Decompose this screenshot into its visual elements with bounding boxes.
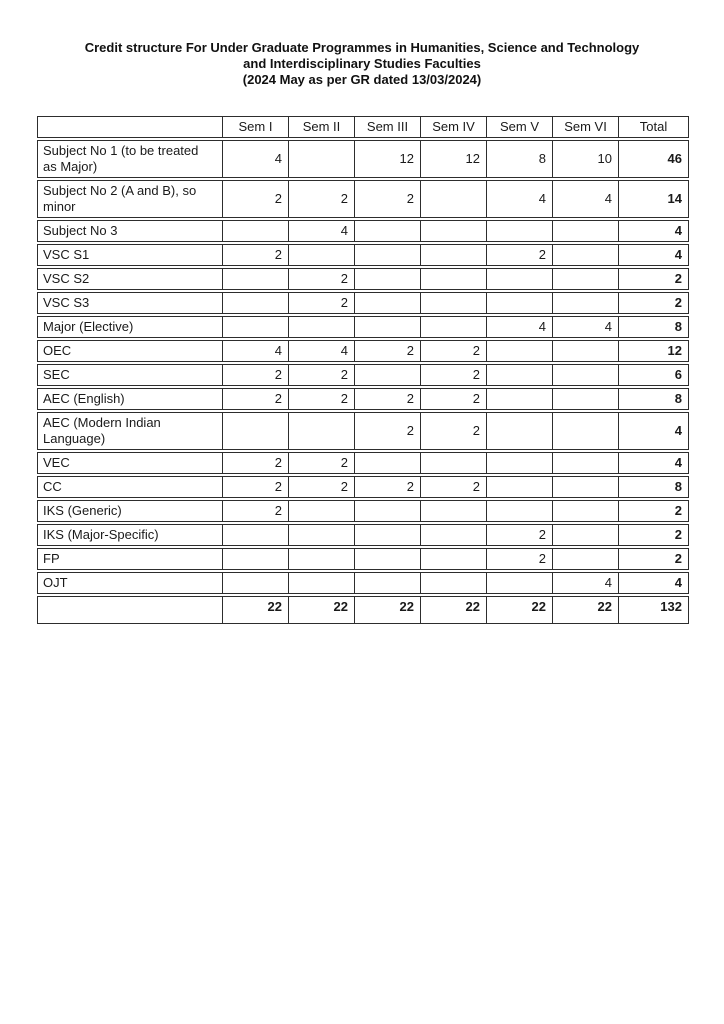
row-total: 2: [619, 268, 689, 290]
row-total: 46: [619, 140, 689, 178]
credit-cell-sem-5: [487, 500, 553, 522]
table-row: [37, 180, 689, 218]
footer-total-sem-4: 22: [421, 596, 487, 624]
credit-cell-sem-2: 4: [289, 340, 355, 362]
credit-cell-sem-3: 2: [355, 180, 421, 218]
table-row: [37, 572, 689, 594]
row-label: IKS (Major-Specific): [37, 524, 223, 546]
row-label: Subject No 3: [37, 220, 223, 242]
credit-cell-sem-3: 12: [355, 140, 421, 178]
credit-cell-sem-1: [223, 412, 289, 450]
table-row: [37, 476, 689, 498]
credit-cell-sem-6: 4: [553, 180, 619, 218]
credit-cell-sem-1: [223, 220, 289, 242]
row-label: Subject No 2 (A and B), so minor: [37, 180, 223, 218]
credit-cell-sem-1: 2: [223, 476, 289, 498]
credit-cell-sem-4: 12: [421, 140, 487, 178]
table-header-row: [37, 116, 689, 138]
credit-cell-sem-6: [553, 364, 619, 386]
credit-cell-sem-1: 2: [223, 364, 289, 386]
credit-cell-sem-5: 4: [487, 180, 553, 218]
credit-cell-sem-1: [223, 524, 289, 546]
credit-cell-sem-5: [487, 364, 553, 386]
table-row: [37, 412, 689, 450]
credit-cell-sem-4: [421, 524, 487, 546]
table-row: [37, 244, 689, 266]
credit-cell-sem-5: [487, 452, 553, 474]
row-label: OEC: [37, 340, 223, 362]
credit-cell-sem-4: [421, 452, 487, 474]
row-total: 2: [619, 524, 689, 546]
credit-cell-sem-4: 2: [421, 476, 487, 498]
column-header-sem-6: Sem VI: [553, 116, 619, 138]
footer-total-sem-6: 22: [553, 596, 619, 624]
credit-cell-sem-4: 2: [421, 340, 487, 362]
table-row: [37, 292, 689, 314]
credit-cell-sem-4: 2: [421, 412, 487, 450]
credit-cell-sem-5: 2: [487, 548, 553, 570]
credit-cell-sem-4: [421, 180, 487, 218]
credit-cell-sem-3: [355, 364, 421, 386]
table-row: [37, 316, 689, 338]
credit-cell-sem-6: [553, 500, 619, 522]
credit-cell-sem-2: 2: [289, 364, 355, 386]
credit-cell-sem-2: 4: [289, 220, 355, 242]
row-total: 8: [619, 316, 689, 338]
credit-cell-sem-3: [355, 500, 421, 522]
credit-cell-sem-1: [223, 548, 289, 570]
credit-cell-sem-4: [421, 316, 487, 338]
credit-cell-sem-2: [289, 316, 355, 338]
table-row: [37, 140, 689, 178]
column-header-sem-5: Sem V: [487, 116, 553, 138]
credit-cell-sem-2: [289, 140, 355, 178]
credit-cell-sem-3: [355, 572, 421, 594]
row-label: VSC S2: [37, 268, 223, 290]
row-total: 4: [619, 220, 689, 242]
credit-cell-sem-1: [223, 572, 289, 594]
row-total: 4: [619, 244, 689, 266]
footer-total-sem-2: 22: [289, 596, 355, 624]
title-line-3: (2024 May as per GR dated 13/03/2024): [242, 72, 482, 87]
credit-structure-table: [37, 114, 689, 626]
table-row: [37, 452, 689, 474]
credit-cell-sem-5: 4: [487, 316, 553, 338]
column-header-blank: [37, 116, 223, 138]
row-label: VEC: [37, 452, 223, 474]
table-row: [37, 524, 689, 546]
credit-cell-sem-5: 8: [487, 140, 553, 178]
credit-cell-sem-2: [289, 244, 355, 266]
footer-blank-cell: [37, 596, 223, 624]
credit-cell-sem-1: 2: [223, 180, 289, 218]
credit-cell-sem-1: 4: [223, 140, 289, 178]
grand-total-cell: 132: [619, 596, 689, 624]
row-label: AEC (English): [37, 388, 223, 410]
credit-cell-sem-3: 2: [355, 476, 421, 498]
footer-total-sem-1: 22: [223, 596, 289, 624]
row-label: SEC: [37, 364, 223, 386]
credit-cell-sem-3: 2: [355, 412, 421, 450]
credit-cell-sem-5: [487, 388, 553, 410]
credit-cell-sem-4: [421, 244, 487, 266]
credit-cell-sem-2: [289, 500, 355, 522]
credit-cell-sem-3: [355, 316, 421, 338]
credit-cell-sem-5: [487, 572, 553, 594]
credit-cell-sem-2: 2: [289, 452, 355, 474]
credit-cell-sem-4: [421, 500, 487, 522]
credit-cell-sem-3: [355, 220, 421, 242]
credit-cell-sem-5: [487, 412, 553, 450]
footer-total-sem-5: 22: [487, 596, 553, 624]
credit-cell-sem-3: [355, 268, 421, 290]
credit-cell-sem-5: [487, 220, 553, 242]
credit-cell-sem-6: [553, 292, 619, 314]
footer-total-sem-3: 22: [355, 596, 421, 624]
row-total: 4: [619, 412, 689, 450]
row-label: Subject No 1 (to be treated as Major): [37, 140, 223, 178]
credit-cell-sem-2: [289, 524, 355, 546]
row-total: 12: [619, 340, 689, 362]
credit-cell-sem-6: 10: [553, 140, 619, 178]
credit-cell-sem-6: [553, 412, 619, 450]
row-total: 14: [619, 180, 689, 218]
credit-cell-sem-4: [421, 548, 487, 570]
row-label: VSC S1: [37, 244, 223, 266]
row-label: VSC S3: [37, 292, 223, 314]
credit-cell-sem-4: [421, 572, 487, 594]
credit-cell-sem-1: 2: [223, 388, 289, 410]
credit-cell-sem-2: 2: [289, 476, 355, 498]
table-row: [37, 388, 689, 410]
credit-cell-sem-2: [289, 572, 355, 594]
row-label: CC: [37, 476, 223, 498]
table-row: [37, 220, 689, 242]
table-row: [37, 548, 689, 570]
table-footer-row: [37, 596, 689, 624]
table-row: [37, 268, 689, 290]
credit-cell-sem-6: [553, 220, 619, 242]
credit-cell-sem-5: [487, 340, 553, 362]
row-label: OJT: [37, 572, 223, 594]
credit-cell-sem-1: 2: [223, 452, 289, 474]
row-label: AEC (Modern Indian Language): [37, 412, 223, 450]
title-line-2: and Interdisciplinary Studies Faculties: [243, 56, 481, 71]
row-total: 8: [619, 388, 689, 410]
credit-cell-sem-3: [355, 452, 421, 474]
row-total: 6: [619, 364, 689, 386]
credit-cell-sem-5: [487, 292, 553, 314]
table-row: [37, 364, 689, 386]
credit-cell-sem-4: [421, 292, 487, 314]
title-line-1: Credit structure For Under Graduate Programmes in Humanities, Science and Technology: [84, 40, 640, 55]
credit-cell-sem-1: 4: [223, 340, 289, 362]
credit-cell-sem-5: [487, 476, 553, 498]
credit-cell-sem-6: [553, 476, 619, 498]
row-label: IKS (Generic): [37, 500, 223, 522]
row-total: 2: [619, 548, 689, 570]
credit-cell-sem-4: 2: [421, 364, 487, 386]
row-label: FP: [37, 548, 223, 570]
credit-cell-sem-2: [289, 548, 355, 570]
credit-cell-sem-1: [223, 292, 289, 314]
credit-cell-sem-3: [355, 244, 421, 266]
credit-cell-sem-4: 2: [421, 388, 487, 410]
credit-cell-sem-4: [421, 220, 487, 242]
credit-cell-sem-3: [355, 548, 421, 570]
credit-cell-sem-6: [553, 388, 619, 410]
credit-cell-sem-2: 2: [289, 180, 355, 218]
credit-cell-sem-3: [355, 524, 421, 546]
row-total: 8: [619, 476, 689, 498]
credit-cell-sem-5: [487, 268, 553, 290]
credit-cell-sem-2: 2: [289, 268, 355, 290]
credit-cell-sem-1: 2: [223, 500, 289, 522]
column-header-sem-3: Sem III: [355, 116, 421, 138]
credit-cell-sem-6: [553, 524, 619, 546]
document-title: [0, 0, 724, 88]
credit-cell-sem-4: [421, 268, 487, 290]
row-total: 4: [619, 572, 689, 594]
credit-cell-sem-6: [553, 268, 619, 290]
row-total: 2: [619, 292, 689, 314]
table-row: [37, 500, 689, 522]
credit-cell-sem-2: 2: [289, 388, 355, 410]
credit-cell-sem-5: 2: [487, 244, 553, 266]
credit-cell-sem-3: 2: [355, 340, 421, 362]
credit-cell-sem-2: [289, 412, 355, 450]
credit-cell-sem-6: 4: [553, 316, 619, 338]
table-row: [37, 340, 689, 362]
row-total: 2: [619, 500, 689, 522]
credit-cell-sem-6: [553, 340, 619, 362]
column-header-sem-1: Sem I: [223, 116, 289, 138]
column-header-total: Total: [619, 116, 689, 138]
credit-cell-sem-6: [553, 548, 619, 570]
column-header-sem-4: Sem IV: [421, 116, 487, 138]
credit-cell-sem-3: 2: [355, 388, 421, 410]
credit-cell-sem-3: [355, 292, 421, 314]
credit-cell-sem-6: 4: [553, 572, 619, 594]
credit-cell-sem-1: [223, 268, 289, 290]
credit-cell-sem-1: 2: [223, 244, 289, 266]
credit-cell-sem-6: [553, 452, 619, 474]
credit-cell-sem-6: [553, 244, 619, 266]
credit-cell-sem-5: 2: [487, 524, 553, 546]
column-header-sem-2: Sem II: [289, 116, 355, 138]
credit-cell-sem-2: 2: [289, 292, 355, 314]
row-total: 4: [619, 452, 689, 474]
credit-cell-sem-1: [223, 316, 289, 338]
row-label: Major (Elective): [37, 316, 223, 338]
